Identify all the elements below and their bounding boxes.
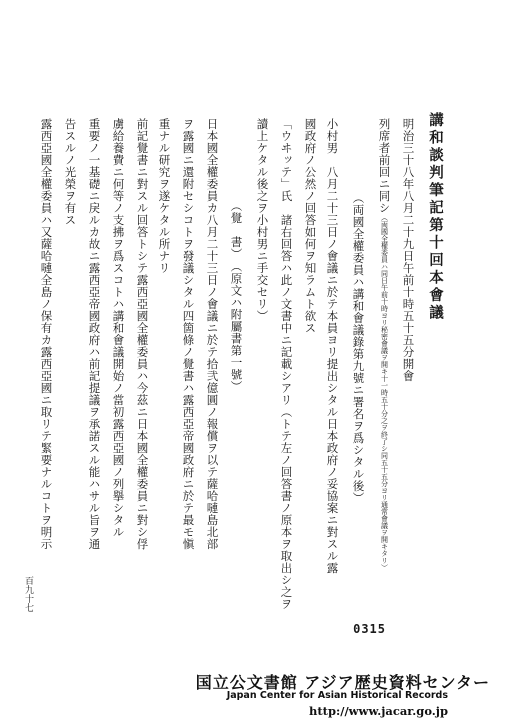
body-text: 日本國全權委員カ八月二十三日ノ會議ニ於テ拾弐億圓ノ報償ヲ以テ薩哈嗹島北部 bbox=[205, 118, 220, 550]
text-line bbox=[206, 118, 218, 550]
text-line bbox=[182, 118, 194, 550]
text-line bbox=[326, 118, 338, 574]
body-text: ヲ露國ニ還附セシコトヲ發議シタル四箇條ノ覺書ハ露西亞帝國政府ニ於テ最モ愼 bbox=[181, 118, 196, 550]
text-line bbox=[64, 118, 76, 226]
text-line bbox=[112, 118, 124, 538]
body-text: 國政府ノ公然ノ回答如何ヲ知ラムト欲ス bbox=[303, 118, 318, 334]
text-line bbox=[230, 200, 242, 393]
text-line bbox=[378, 118, 390, 571]
body-text: （両國全權委員ハ講和會議錄第九號ニ署名ヲ爲シタル後） bbox=[351, 192, 366, 504]
body-text: 小村男 八月二十三日ノ會議ニ於テ本員ヨリ提出シタル日本政府ノ妥協案ニ對スル露 bbox=[325, 118, 340, 574]
body-text: 虜給養費ニ何等ノ支拂ヲ爲スコトハ講和會議開始ノ當初露西亞國ノ列擧シタル bbox=[111, 118, 126, 538]
body-text: （覺 書） （原文ハ附屬書第一號） bbox=[229, 200, 244, 393]
text-line bbox=[136, 118, 148, 550]
text-line bbox=[304, 118, 316, 334]
body-text: 重要ノ一基礎ニ戾ルカ故ニ露西亞帝國政府ハ前記提議ヲ承諾スル能ハサル旨ヲ通 bbox=[87, 118, 102, 550]
annotation-text: （両國全權委員ハ同日午前十時ヨリ秘密會議ヲ開キ十一時五十分之ヲ終了シ同五十五分ヨリ通常會議ヲ開キタリ） bbox=[380, 214, 389, 571]
body-text: 明治三十八年八月二十九日午前十時五十五分開會 bbox=[401, 118, 416, 382]
page-number: 百九十七 bbox=[23, 576, 33, 612]
body-text: 重ナル研究ヲ遂ケタル所ナリ bbox=[157, 118, 172, 274]
footer bbox=[0, 664, 512, 723]
footer-institution-japanese: 国立公文書館 アジア歴史資料センター bbox=[195, 673, 490, 692]
text-line bbox=[402, 118, 414, 382]
text-line bbox=[40, 118, 52, 550]
document-title: 講和談判筆記第十回本會議 bbox=[427, 112, 444, 322]
text-line bbox=[280, 118, 292, 610]
body-text: 前記覺書ニ對スル回答トシテ露西亞國全權委員ハ今茲ニ日本國全權委員ニ對シ俘 bbox=[135, 118, 150, 550]
text-line bbox=[158, 118, 170, 274]
footer-url-link[interactable]: http://www.jacar.go.jp bbox=[308, 704, 448, 718]
text-line bbox=[352, 192, 364, 504]
body-text: 讀上ケタル後之ヲ小村男ニ手交セリ） bbox=[255, 118, 270, 322]
text-line bbox=[88, 118, 100, 550]
body-text: 「ウヰッテ」氏 諸右回答ハ此ノ文書中ニ記載シアリ（トテ左ノ回答書ノ原本ヲ取出シ之ヲ bbox=[279, 118, 294, 610]
archive-stamp-number: 0315 bbox=[353, 622, 386, 636]
body-text: 露西亞國全權委員ハ又薩哈嗹全島ノ保有カ露西亞國ニ取リテ緊要ナルコトヲ明示 bbox=[39, 118, 54, 550]
body-text: 告スルノ光榮ヲ有ス bbox=[63, 118, 78, 226]
text-line bbox=[256, 118, 268, 322]
body-text: 列席者前回ニ同シ bbox=[377, 118, 392, 214]
footer-institution-english: Japan Center for Asian Historical Records bbox=[226, 690, 448, 701]
